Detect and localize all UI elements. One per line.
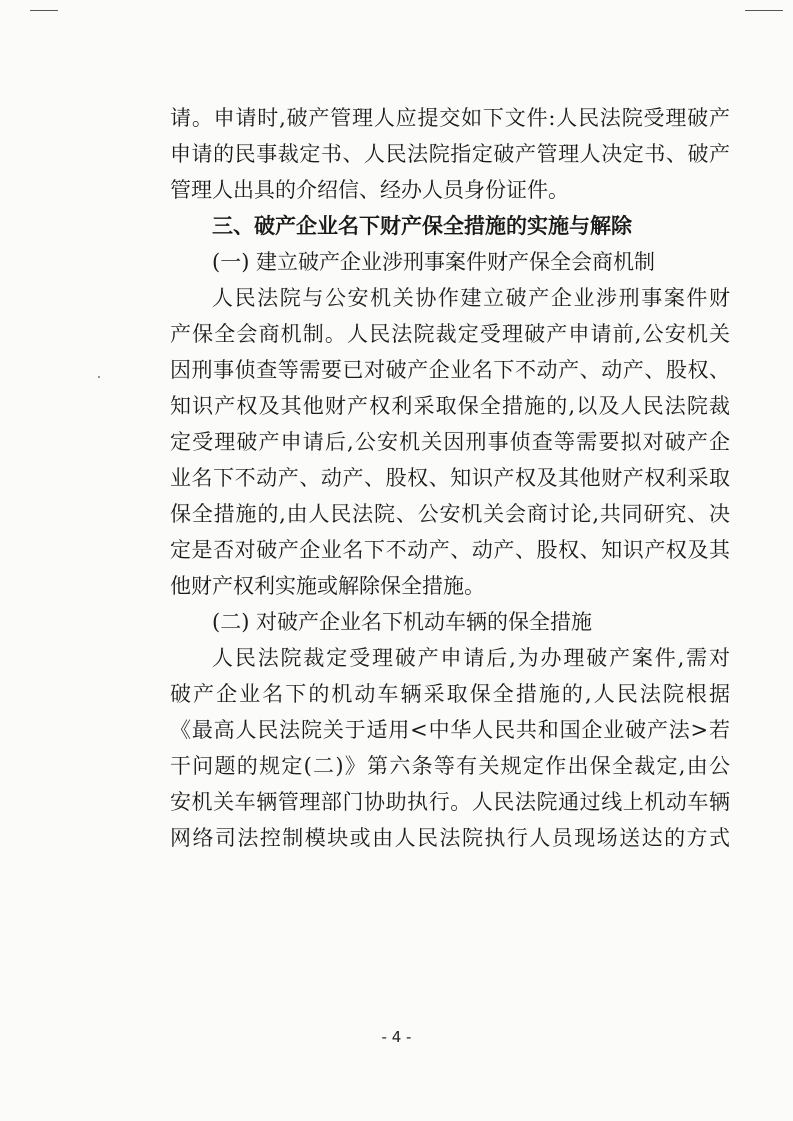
paragraph-3 bbox=[170, 640, 730, 856]
paragraph-2 bbox=[170, 280, 730, 604]
text-line: 定受理破产申请后,公安机关因刑事侦查等需要拟对破产企 bbox=[170, 430, 730, 454]
paragraph-1 bbox=[170, 100, 730, 208]
text-line: 《最高人民法院关于适用<中华人民共和国企业破产法>若 bbox=[170, 718, 730, 742]
text-line: 他财产权利实施或解除保全措施。 bbox=[170, 574, 485, 598]
text-line: 干问题的规定(二)》第六条等有关规定作出保全裁定,由公 bbox=[170, 754, 730, 778]
text-line: 知识产权及其他财产权利采取保全措施的,以及人民法院裁 bbox=[170, 394, 730, 418]
text-line: 申请的民事裁定书、人民法院指定破产管理人决定书、破产 bbox=[170, 142, 730, 166]
text-line: 人民法院裁定受理破产申请后,为办理破产案件,需对 bbox=[212, 646, 730, 670]
document-body bbox=[170, 100, 730, 856]
subsection-heading-2: (二) 对破产企业名下机动车辆的保全措施 bbox=[212, 610, 593, 634]
text-line: 网络司法控制模块或由人民法院执行人员现场送达的方式 bbox=[170, 826, 730, 850]
scan-edge-mark-right bbox=[745, 10, 783, 11]
section-heading-3: 三、破产企业名下财产保全措施的实施与解除 bbox=[212, 214, 632, 238]
text-line: 产保全会商机制。人民法院裁定受理破产申请前,公安机关 bbox=[170, 322, 730, 346]
subsection-heading-1: (一) 建立破产企业涉刑事案件财产保全会商机制 bbox=[212, 250, 656, 274]
text-line: 保全措施的,由人民法院、公安机关会商讨论,共同研究、决 bbox=[170, 502, 730, 526]
scan-edge-mark-left bbox=[30, 10, 58, 11]
text-line: 管理人出具的介绍信、经办人员身份证件。 bbox=[170, 178, 569, 202]
text-line: 请。申请时,破产管理人应提交如下文件:人民法院受理破产 bbox=[170, 106, 730, 130]
page-number: - 4 - bbox=[381, 1028, 412, 1046]
text-line: 因刑事侦查等需要已对破产企业名下不动产、动产、股权、 bbox=[170, 358, 730, 382]
text-line: 破产企业名下的机动车辆采取保全措施的,人民法院根据 bbox=[170, 682, 730, 706]
text-line: 人民法院与公安机关协作建立破产企业涉刑事案件财 bbox=[212, 286, 730, 310]
scan-speck bbox=[98, 376, 100, 378]
text-line: 定是否对破产企业名下不动产、动产、股权、知识产权及其 bbox=[170, 538, 730, 562]
text-line: 业名下不动产、动产、股权、知识产权及其他财产权利采取 bbox=[170, 466, 730, 490]
text-line: 安机关车辆管理部门协助执行。人民法院通过线上机动车辆 bbox=[170, 790, 730, 814]
